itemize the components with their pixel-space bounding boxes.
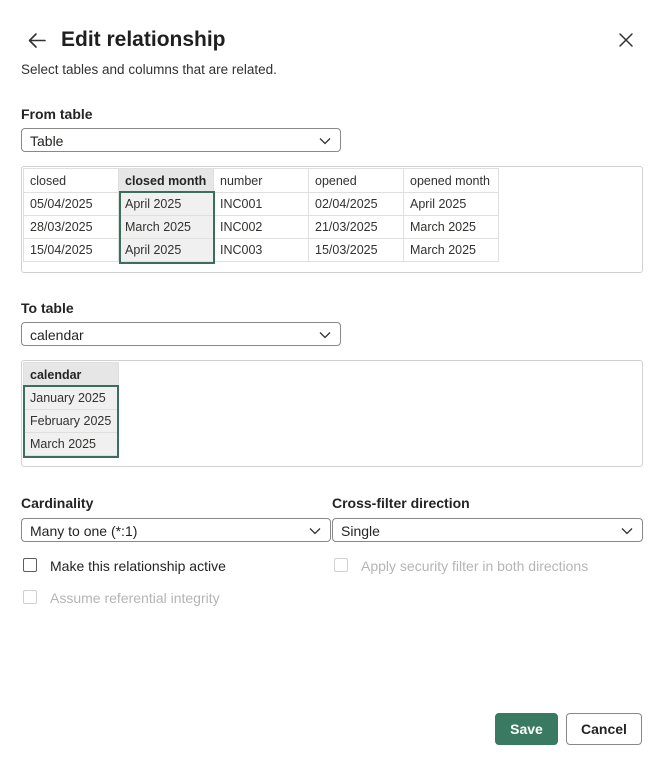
table-cell[interactable]: 21/03/2025 bbox=[309, 216, 404, 239]
table-cell[interactable]: March 2025 bbox=[24, 433, 119, 456]
table-cell[interactable]: April 2025 bbox=[119, 193, 214, 216]
table-row bbox=[24, 239, 499, 262]
table-cell[interactable]: 02/04/2025 bbox=[309, 193, 404, 216]
cardinality-label: Cardinality bbox=[21, 495, 94, 511]
table-cell[interactable]: April 2025 bbox=[119, 239, 214, 262]
table-cell[interactable]: 15/03/2025 bbox=[309, 239, 404, 262]
table-header-row bbox=[24, 169, 499, 193]
to-table-dropdown[interactable] bbox=[21, 322, 341, 346]
chevron-down-icon bbox=[318, 328, 332, 342]
table-cell[interactable]: 05/04/2025 bbox=[24, 193, 119, 216]
dialog-title: Edit relationship bbox=[61, 28, 226, 51]
make-active-checkbox[interactable] bbox=[23, 558, 37, 572]
table-row bbox=[24, 387, 119, 410]
close-icon bbox=[612, 26, 640, 54]
table-cell[interactable]: 15/04/2025 bbox=[24, 239, 119, 262]
table-cell[interactable]: March 2025 bbox=[404, 216, 499, 239]
cross-filter-label: Cross-filter direction bbox=[332, 495, 470, 511]
table-cell[interactable]: March 2025 bbox=[404, 239, 499, 262]
to-table-preview bbox=[21, 360, 643, 467]
referential-integrity-checkbox bbox=[23, 590, 37, 604]
to-table-value: calendar bbox=[30, 327, 84, 343]
column-header-calendar[interactable]: calendar bbox=[24, 363, 119, 387]
referential-integrity-label: Assume referential integrity bbox=[50, 590, 220, 606]
column-header-number[interactable]: number bbox=[214, 169, 309, 193]
table-cell[interactable]: INC003 bbox=[214, 239, 309, 262]
make-active-label[interactable]: Make this relationship active bbox=[50, 558, 226, 574]
close-button[interactable] bbox=[612, 26, 640, 54]
to-table-label: To table bbox=[21, 300, 74, 316]
from-table-value: Table bbox=[30, 133, 64, 149]
security-filter-checkbox bbox=[334, 558, 348, 572]
cardinality-dropdown[interactable] bbox=[21, 518, 331, 542]
table-row bbox=[24, 216, 499, 239]
cross-filter-dropdown[interactable] bbox=[332, 518, 643, 542]
save-button[interactable]: Save bbox=[495, 713, 558, 745]
column-header-opened-month[interactable]: opened month bbox=[404, 169, 499, 193]
table-row bbox=[24, 410, 119, 433]
from-table-dropdown[interactable] bbox=[21, 128, 341, 152]
cardinality-value: Many to one (*:1) bbox=[30, 523, 138, 539]
dialog-subtitle: Select tables and columns that are related. bbox=[21, 62, 277, 77]
table-cell[interactable]: February 2025 bbox=[24, 410, 119, 433]
column-header-opened[interactable]: opened bbox=[309, 169, 404, 193]
table-cell[interactable]: January 2025 bbox=[24, 387, 119, 410]
back-button[interactable] bbox=[22, 26, 52, 56]
chevron-down-icon bbox=[318, 134, 332, 148]
table-cell[interactable]: March 2025 bbox=[119, 216, 214, 239]
chevron-down-icon bbox=[620, 524, 634, 538]
table-row bbox=[24, 433, 119, 456]
column-header-closed[interactable]: closed bbox=[24, 169, 119, 193]
table-cell[interactable]: April 2025 bbox=[404, 193, 499, 216]
security-filter-label: Apply security filter in both directions bbox=[361, 558, 589, 574]
arrow-left-icon bbox=[22, 26, 52, 56]
chevron-down-icon bbox=[308, 524, 322, 538]
from-table-grid bbox=[23, 168, 499, 262]
cancel-button[interactable]: Cancel bbox=[566, 713, 642, 745]
cross-filter-value: Single bbox=[341, 523, 380, 539]
table-cell[interactable]: INC002 bbox=[214, 216, 309, 239]
table-cell[interactable]: INC001 bbox=[214, 193, 309, 216]
table-header-row bbox=[24, 363, 119, 387]
from-table-preview bbox=[21, 166, 643, 273]
table-cell[interactable]: 28/03/2025 bbox=[24, 216, 119, 239]
to-table-grid bbox=[23, 362, 119, 456]
column-header-closed-month[interactable]: closed month bbox=[119, 169, 214, 193]
from-table-label: From table bbox=[21, 106, 93, 122]
table-row bbox=[24, 193, 499, 216]
